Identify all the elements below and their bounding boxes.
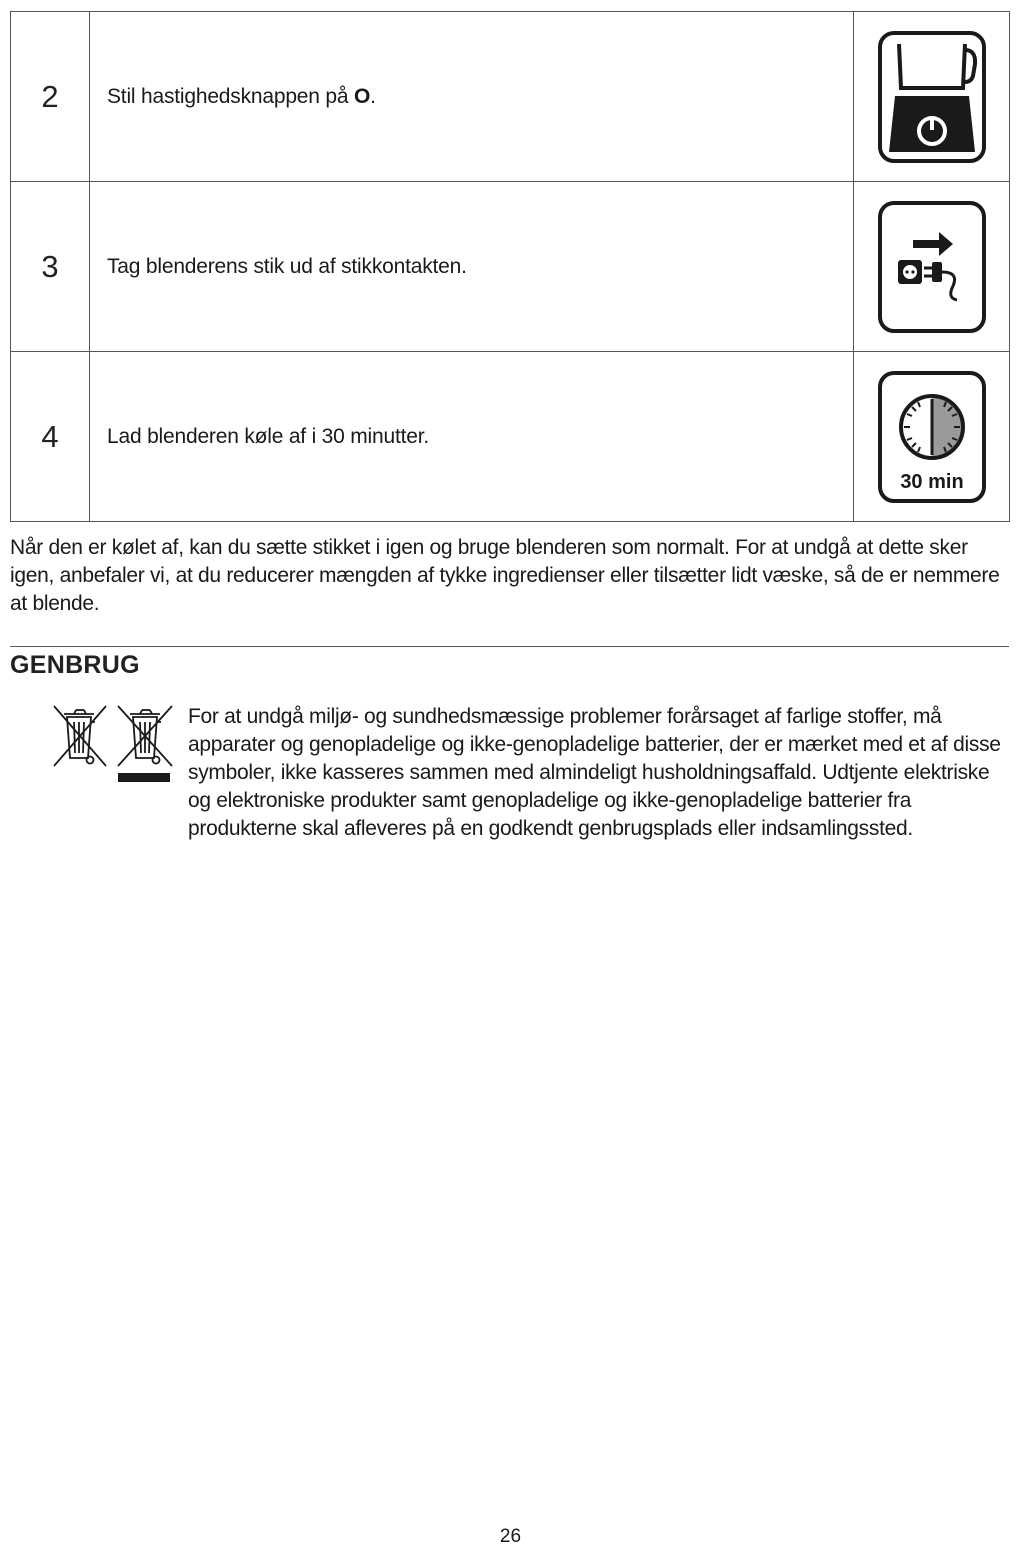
step-text bbox=[90, 12, 854, 182]
step-text: Lad blenderen køle af i 30 minutter. bbox=[90, 352, 854, 522]
step-text-before: Stil hastighedsknappen på bbox=[107, 84, 354, 108]
step-icon-cell bbox=[854, 182, 1010, 352]
steps-table bbox=[10, 11, 1010, 522]
weee-symbols bbox=[50, 702, 176, 786]
timer-icon bbox=[877, 370, 987, 504]
step-icon-cell bbox=[854, 352, 1010, 522]
recycling-paragraph: For at undgå miljø- og sundhedsmæssige problemer forårsaget af farlige stoffer, må apparater og genopladelige og ikke-genopladelige batterier, der er mærket med et af disse symboler, ikke kasseres sammen med almindeligt husholdningsaffald. Udtjente elektriske og elektroniske produkter samt genopladelige og ikke-genopladelige batterier fra produkterne skal afleveres på en godkendt genbrugsplads eller indsamlingssted. bbox=[188, 705, 1001, 840]
timer-label: 30 min bbox=[899, 470, 964, 493]
crossed-bin-with-bar-icon bbox=[118, 706, 172, 782]
step-text: Tag blenderens stik ud af stikkontakten. bbox=[90, 182, 854, 352]
section-divider bbox=[10, 646, 1009, 647]
step-row bbox=[11, 352, 1010, 522]
step-number: 4 bbox=[11, 352, 90, 522]
speed-off-symbol: O bbox=[354, 84, 371, 108]
after-cooling-paragraph: Når den er kølet af, kan du sætte stikket i igen og bruge blenderen som normalt. For at undgå at dette sker igen, anbefaler vi, at du reducerer mængden af tykke ingredienser eller tilsætter lidt væske, så de er nemmere at blende. bbox=[10, 536, 1000, 615]
blender-off-icon bbox=[877, 30, 987, 164]
unplug-icon bbox=[877, 200, 987, 334]
step-number: 3 bbox=[11, 182, 90, 352]
recycling-heading: GENBRUG bbox=[10, 651, 140, 679]
page-number: 26 bbox=[499, 1526, 522, 1547]
crossed-bin-icon bbox=[54, 706, 106, 766]
step-row bbox=[11, 182, 1010, 352]
step-row bbox=[11, 12, 1010, 182]
step-icon-cell bbox=[854, 12, 1010, 182]
step-number: 2 bbox=[11, 12, 90, 182]
step-text-after: . bbox=[370, 84, 376, 108]
